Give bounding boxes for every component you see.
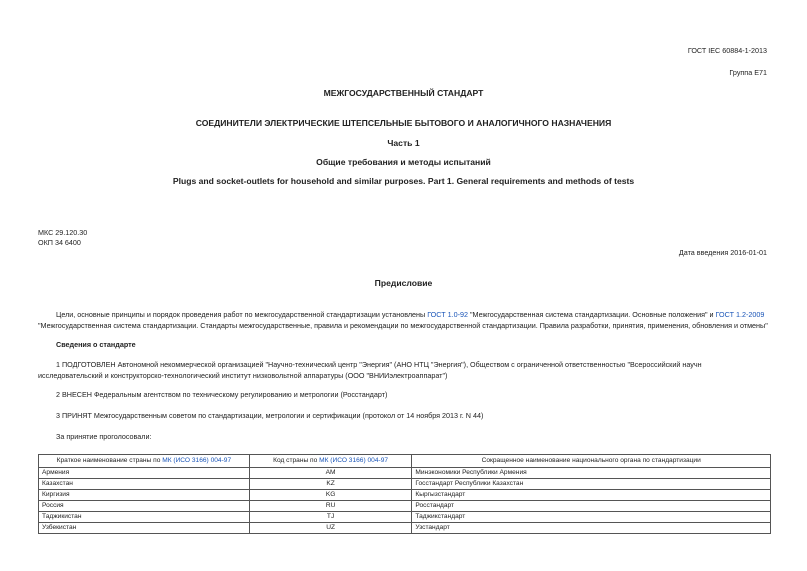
- country-cell: Армения: [39, 468, 250, 479]
- item-2: 2 ВНЕСЕН Федеральным агентством по техническому регулированию и метрологии (Росстандарт): [56, 390, 388, 399]
- country-cell: Таджикистан: [39, 512, 250, 523]
- country-code-header: [249, 455, 412, 468]
- standard-info-heading: Сведения о стандарте: [56, 340, 136, 349]
- table-row: [39, 479, 771, 490]
- country-cell: Казахстан: [39, 479, 250, 490]
- header-text: Код страны по: [273, 457, 320, 464]
- code-cell: KG: [249, 490, 412, 501]
- item-3: 3 ПРИНЯТ Межгосударственным советом по стандартизации, метрологии и сертификации (протокол от 14 ноября 2013 г. N 44): [56, 411, 484, 420]
- table-row: [39, 501, 771, 512]
- group-label: Группа Е71: [729, 68, 767, 77]
- country-cell: Узбекистан: [39, 523, 250, 534]
- national-body-header: Сокращенное наименование национального органа по стандартизации: [412, 455, 771, 468]
- document-subtitle: Общие требования и методы испытаний: [316, 157, 491, 167]
- okp-code: ОКП 34 6400: [38, 238, 81, 247]
- mks-code: МКС 29.120.30: [38, 228, 88, 237]
- country-cell: Россия: [39, 501, 250, 512]
- voted-label: За принятие проголосовали:: [56, 432, 152, 441]
- intro-date: Дата введения 2016-01-01: [678, 248, 767, 257]
- english-title: Plugs and socket-outlets for household and similar purposes. Part 1. General requirements and methods of tests: [172, 176, 635, 186]
- gost-1-0-92-link[interactable]: ГОСТ 1.0-92: [427, 310, 468, 319]
- body-cell: Госстандарт Республики Казахстан: [412, 479, 771, 490]
- table-header-row: [39, 455, 771, 468]
- gost-1-2-2009-link[interactable]: ГОСТ 1.2-2009: [715, 310, 765, 319]
- code-cell: UZ: [249, 523, 412, 534]
- foreword-text: "Межгосударственная система стандартизации. Основные положения" и: [468, 310, 716, 319]
- body-cell: Узстандарт: [412, 523, 771, 534]
- standard-type: МЕЖГОСУДАРСТВЕННЫЙ СТАНДАРТ: [323, 88, 484, 98]
- table-row: [39, 490, 771, 501]
- code-cell: TJ: [249, 512, 412, 523]
- country-name-header: [39, 455, 250, 468]
- body-cell: Таджикстандарт: [412, 512, 771, 523]
- foreword-heading: Предисловие: [374, 278, 433, 288]
- body-cell: Росстандарт: [412, 501, 771, 512]
- table-row: [39, 523, 771, 534]
- item-1-line-1: 1 ПОДГОТОВЛЕН Автономной некоммерческой организацией "Научно-технический центр "Энергия" (АНО НТЦ "Энергия"), Обществом с ограниченной ответственностью "Всероссийский научн: [56, 360, 702, 369]
- mk-iso-link[interactable]: МК (ИСО 3166) 004-97: [162, 457, 232, 464]
- doc-code: ГОСТ IEC 60884-1-2013: [687, 46, 767, 55]
- table-row: [39, 512, 771, 523]
- code-cell: KZ: [249, 479, 412, 490]
- code-cell: AM: [249, 468, 412, 479]
- item-1-line-2: исследовательский и конструкторско-технологический институт низковольтной аппаратуры (ООО "ВНИИэлектроаппарат"): [38, 371, 448, 380]
- foreword-text: Цели, основные принципы и порядок проведения работ по межгосударственной стандартизации установлены: [56, 310, 428, 319]
- table-row: [39, 468, 771, 479]
- body-cell: Минэкономики Республики Армения: [412, 468, 771, 479]
- countries-table: [38, 454, 771, 534]
- code-cell: RU: [249, 501, 412, 512]
- document-title: СОЕДИНИТЕЛИ ЭЛЕКТРИЧЕСКИЕ ШТЕПСЕЛЬНЫЕ БЫТОВОГО И АНАЛОГИЧНОГО НАЗНАЧЕНИЯ: [195, 118, 612, 128]
- part-number: Часть 1: [387, 138, 420, 148]
- header-text: Краткое наименование страны по: [56, 457, 163, 464]
- body-cell: Кыргызстандарт: [412, 490, 771, 501]
- mk-iso-link[interactable]: МК (ИСО 3166) 004-97: [319, 457, 389, 464]
- foreword-paragraph-1: [38, 309, 764, 320]
- country-cell: Киргизия: [39, 490, 250, 501]
- foreword-paragraph-1-cont: "Межгосударственная система стандартизации. Стандарты межгосударственные, правила и рекомендации по межгосударственной стандартизации. Правила разработки, принятия, применения, обновления и отмены": [38, 321, 768, 330]
